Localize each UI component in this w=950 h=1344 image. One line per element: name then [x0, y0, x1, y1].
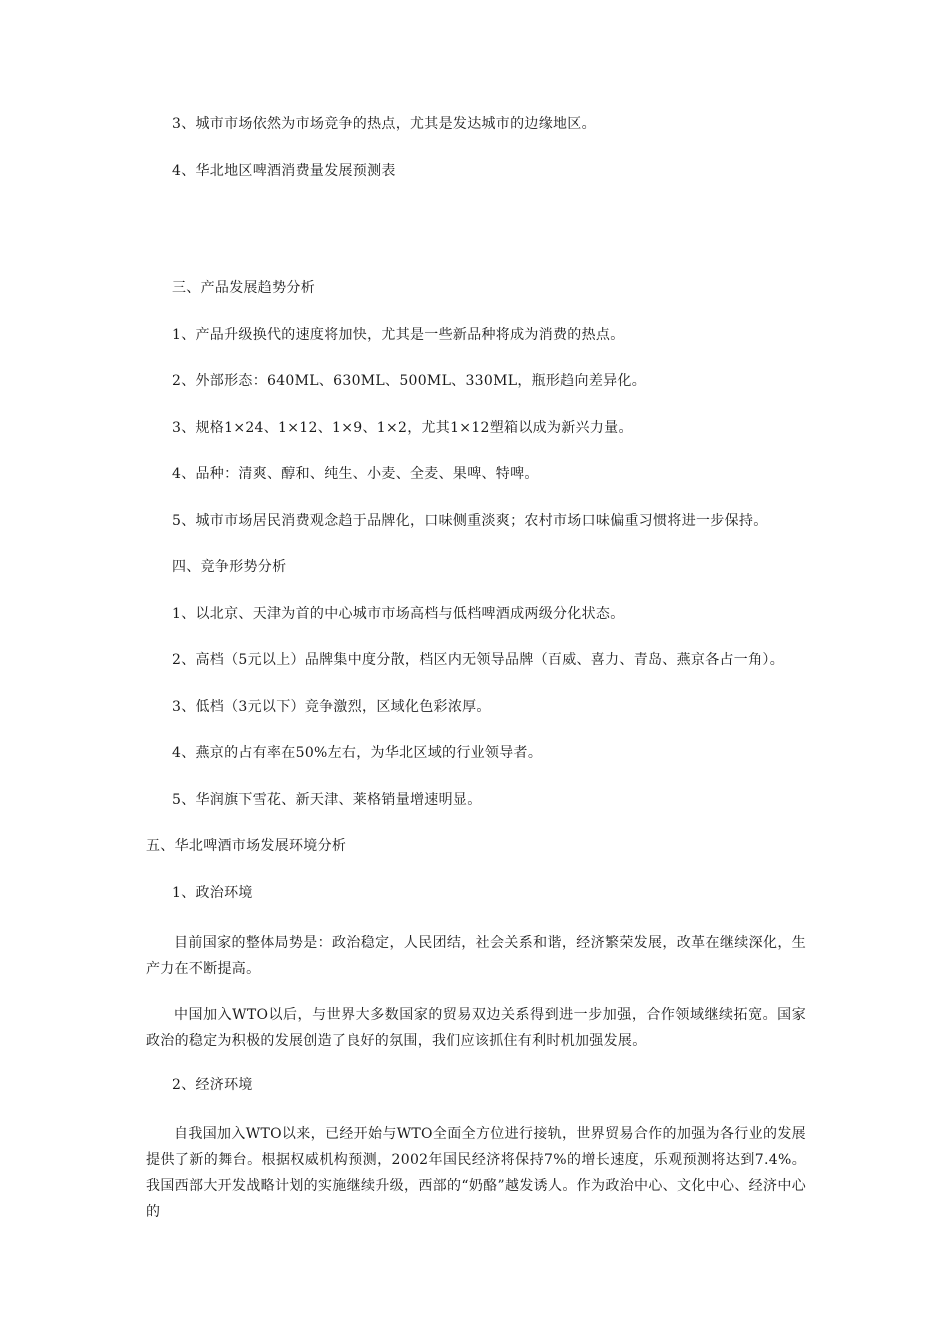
- paragraph: 目前国家的整体局势是：政治稳定，人民团结，社会关系和谐，经济繁荣发展，改革在继续深化，生产力在不断提高。: [146, 935, 806, 977]
- text-line: 3、低档（3元以下）竞争激烈，区域化色彩浓厚。: [172, 699, 491, 715]
- subsection-heading: 2、经济环境: [172, 1077, 253, 1093]
- text-line: 4、燕京的占有率在50%左右，为华北区域的行业领导者。: [172, 745, 543, 761]
- section-heading: 三、产品发展趋势分析: [172, 280, 315, 296]
- text-line: 1、以北京、天津为首的中心城市市场高档与低档啤酒成两级分化状态。: [172, 606, 625, 622]
- text-line: 2、高档（5元以上）品牌集中度分散，档区内无领导品牌（百威、喜力、青岛、燕京各占一角）。: [172, 652, 785, 668]
- text-line: 3、规格1×24、1×12、1×9、1×2，尤其1×12塑箱以成为新兴力量。: [172, 420, 633, 436]
- text-line: 4、品种：清爽、醇和、纯生、小麦、全麦、果啤、特啤。: [172, 466, 539, 482]
- text-line: 2、外部形态：640ML、630ML、500ML、330ML，瓶形趋向差异化。: [172, 373, 647, 389]
- text-line: 5、华润旗下雪花、新天津、莱格销量增速明显。: [172, 792, 482, 808]
- text-line: 1、产品升级换代的速度将加快，尤其是一些新品种将成为消费的热点。: [172, 327, 625, 343]
- subsection-heading: 1、政治环境: [172, 885, 253, 901]
- paragraph: 自我国加入WTO以来，已经开始与WTO全面全方位进行接轨，世界贸易合作的加强为各行业的发展提供了新的舞台。根据权威机构预测，2002年国民经济将保持7%的增长速度，乐观预测将达到7.4%。我国西部大开发战略计划的实施继续升级，西部的“奶酪”越发诱人。作为政治中心、文化中心、经济中心的: [146, 1126, 806, 1220]
- paragraph: 中国加入WTO以后，与世界大多数国家的贸易双边关系得到进一步加强，合作领域继续拓宽。国家政治的稳定为积极的发展创造了良好的氛围，我们应该抓住有利时机加强发展。: [146, 1007, 806, 1049]
- text-line: 3、城市市场依然为市场竞争的热点，尤其是发达城市的边缘地区。: [172, 116, 596, 132]
- section-heading: 四、竞争形势分析: [172, 559, 287, 575]
- text-line: 5、城市市场居民消费观念趋于品牌化，口味侧重淡爽；农村市场口味偏重习惯将进一步保持。: [172, 513, 768, 529]
- text-line: 4、华北地区啤酒消费量发展预测表: [172, 163, 396, 179]
- section-heading: 五、华北啤酒市场发展环境分析: [146, 838, 347, 854]
